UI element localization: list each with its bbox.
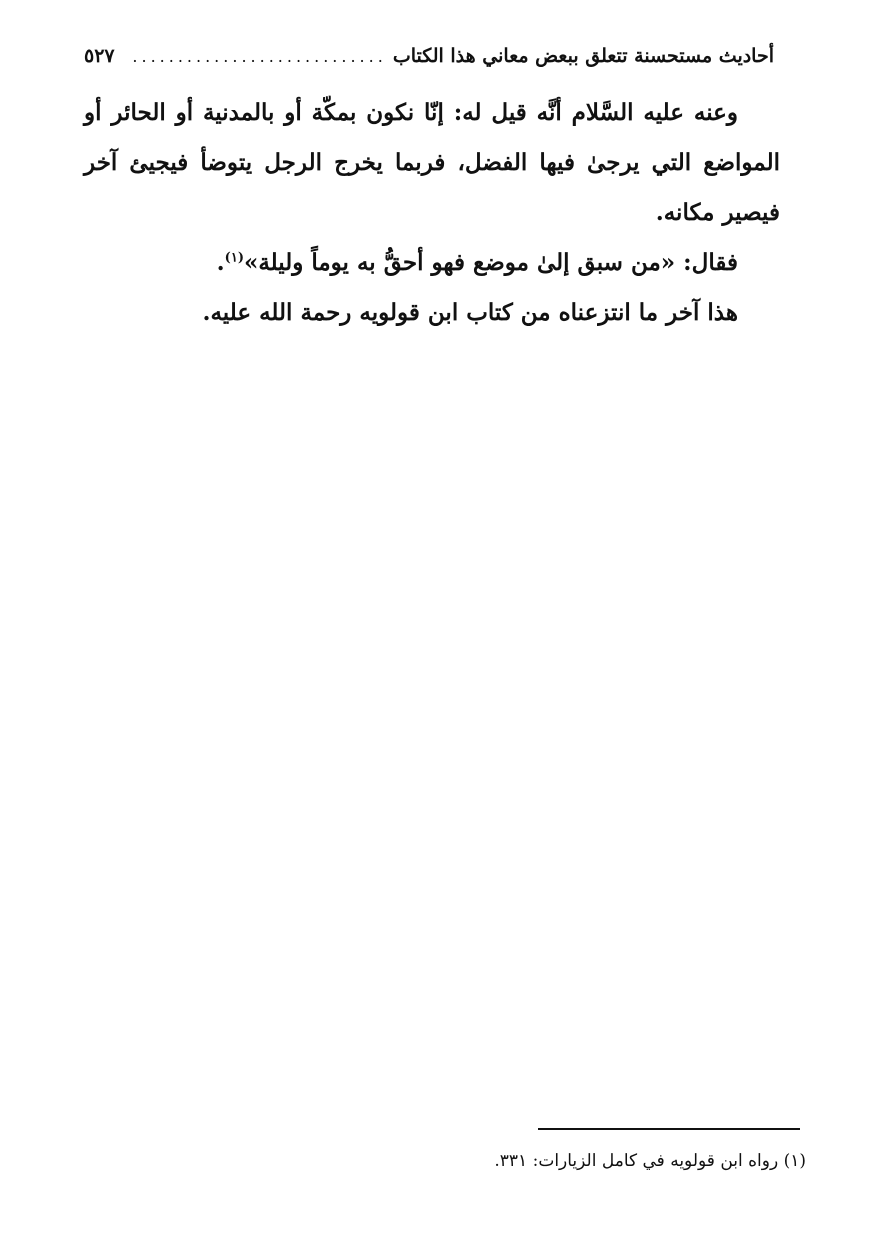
paragraph-closing: هذا آخر ما انتزعناه من كتاب ابن قولويه رحمة الله عليه. <box>202 299 738 326</box>
footnote: (١) رواه ابن قولويه في كامل الزيارات: ٣٣١. <box>494 1151 806 1171</box>
paragraph-narration: وعنه عليه السَّلام أنَّه قيل له: إنّا نكون بمكّة أو بالمدنية أو الحائر أو المواضع التي يرجىٰ فيها الفضل، فربما يخرج الرجل يتوضأ فيجيئ آخر فيصير مكانه. <box>84 99 780 226</box>
running-header <box>84 38 774 74</box>
header-leader-dots: ............................ <box>132 46 387 66</box>
quote-text: فقال: «من سبق إلىٰ موضع فهو أحقُّ به يوماً وليلة» <box>243 249 738 276</box>
footnote-reference: (١) <box>224 250 244 266</box>
paragraph-quote <box>84 238 780 288</box>
running-title: أحاديث مستحسنة تتعلق ببعض معاني هذا الكتاب <box>392 45 774 67</box>
quote-end: . <box>216 249 225 276</box>
main-text <box>84 88 780 338</box>
page-number: ٥٢٧ <box>84 45 115 67</box>
footnote-divider <box>538 1128 800 1130</box>
